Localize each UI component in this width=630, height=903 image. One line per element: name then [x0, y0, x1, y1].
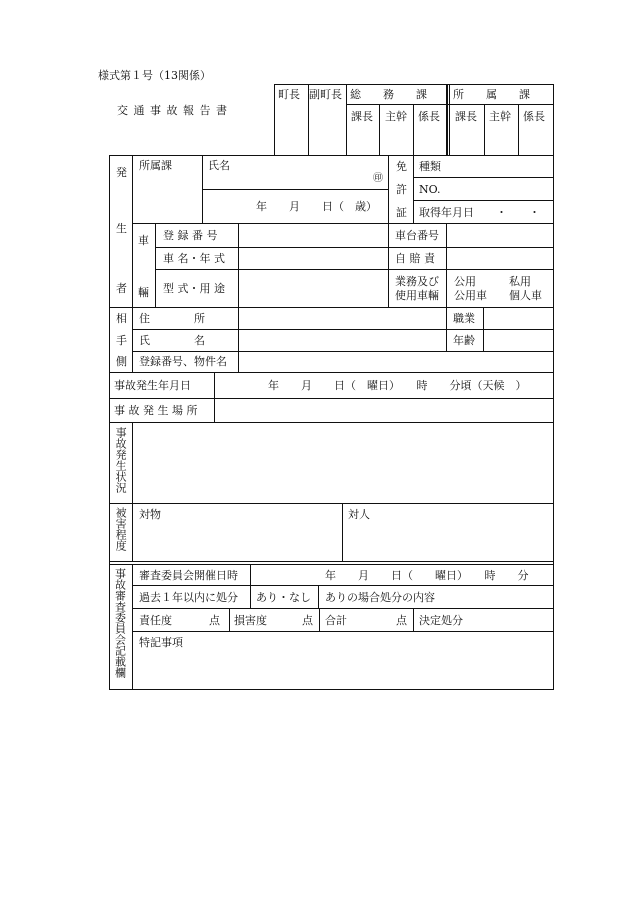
usage-label-1: 業務及び [395, 275, 439, 288]
usage-public-1: 公用 [454, 275, 476, 288]
license-type-label: 種類 [419, 160, 441, 173]
other-age-label: 年齢 [453, 334, 475, 347]
form-title: 交 通 事 故 報 告 書 [117, 104, 228, 117]
decision-label: 決定処分 [419, 614, 463, 627]
name-label: 氏名 [208, 159, 230, 172]
license-side-2: 許 [396, 183, 407, 196]
vehicle-side-2: 輛 [138, 286, 149, 299]
accident-place-label: 事 故 発 生 場 所 [114, 404, 198, 417]
approval-kakaricho-2: 係長 [523, 110, 545, 123]
approval-somu: 総 務 課 [350, 88, 427, 101]
license-side-3: 証 [396, 206, 407, 219]
seal-mark: ㊞ [373, 173, 383, 184]
other-address-label: 住 所 [139, 312, 205, 325]
accident-situation-label: 事故発生状況 [114, 427, 128, 493]
approval-chocho: 町長 [278, 88, 300, 101]
usage-public-2: 公用車 [454, 289, 487, 302]
total-unit: 点 [396, 614, 407, 627]
responsibility-label: 責任度 [139, 614, 172, 627]
approval-kacho-2: 課長 [455, 110, 477, 123]
reg-no-label: 登 録 番 号 [163, 229, 218, 242]
accident-date-label: 事故発生年月日 [114, 379, 191, 392]
total-label: 合計 [325, 614, 347, 627]
license-side-1: 免 [396, 160, 407, 173]
approval-shukan-1: 主幹 [385, 110, 407, 123]
approval-shukan-2: 主幹 [489, 110, 511, 123]
other-side-1: 相 [116, 312, 127, 325]
usage-private-1: 私用 [509, 275, 531, 288]
other-side-3: 側 [116, 355, 127, 368]
responsibility-unit: 点 [209, 614, 220, 627]
other-job-label: 職業 [453, 312, 475, 325]
license-no-label: NO. [419, 183, 441, 196]
other-reg-label: 登録番号、物件名 [139, 355, 227, 368]
damage-degree-label: 損害度 [234, 614, 267, 627]
vehicle-side-1: 車 [138, 234, 149, 247]
other-name-label: 氏 名 [139, 334, 205, 347]
past-penalty-label: 過去１年以内に処分 [139, 591, 238, 604]
usage-label-2: 使用車輛 [395, 289, 439, 302]
approval-shozoku: 所 属 課 [453, 88, 530, 101]
side-label-sei: 生 [116, 222, 127, 235]
damage-label: 被害程度 [114, 507, 128, 551]
approval-fukuchocho: 副町長 [309, 88, 342, 101]
past-penalty-detail: ありの場合処分の内容 [325, 591, 435, 604]
accident-date-value: 年 月 日（ 曜日） 時 分頃（天候 ） [268, 379, 527, 392]
car-type-label: 型 式・用 途 [163, 282, 225, 295]
insurance-label: 自 賠 責 [395, 252, 435, 265]
past-penalty-value: あり・なし [256, 591, 311, 604]
approval-kakaricho-1: 係長 [418, 110, 440, 123]
other-side-2: 手 [116, 334, 127, 347]
car-name-label: 車 名・年 式 [163, 252, 225, 265]
remarks-label: 特記事項 [139, 636, 183, 649]
usage-private-2: 個人車 [509, 289, 542, 302]
form-label: 様式第１号（13関係） [98, 69, 211, 82]
side-label-sha: 者 [116, 282, 127, 295]
license-date-dots: ・ ・ [496, 206, 540, 219]
side-label-hatsu: 発 [116, 166, 127, 179]
approval-kacho-1: 課長 [351, 110, 373, 123]
committee-side-label: 事故審査委員会記載欄 [113, 568, 127, 678]
damage-person-label: 対人 [348, 508, 370, 521]
license-date-label: 取得年月日 [419, 206, 474, 219]
committee-date-label: 審査委員会開催日時 [139, 569, 238, 582]
chassis-no-label: 車台番号 [395, 229, 439, 242]
damage-degree-unit: 点 [302, 614, 313, 627]
dept-label: 所属課 [139, 159, 172, 172]
committee-date-value: 年 月 日（ 曜日） 時 分 [325, 569, 529, 582]
birth-age-line: 年 月 日（ 歳） [256, 200, 377, 213]
damage-object-label: 対物 [139, 508, 161, 521]
